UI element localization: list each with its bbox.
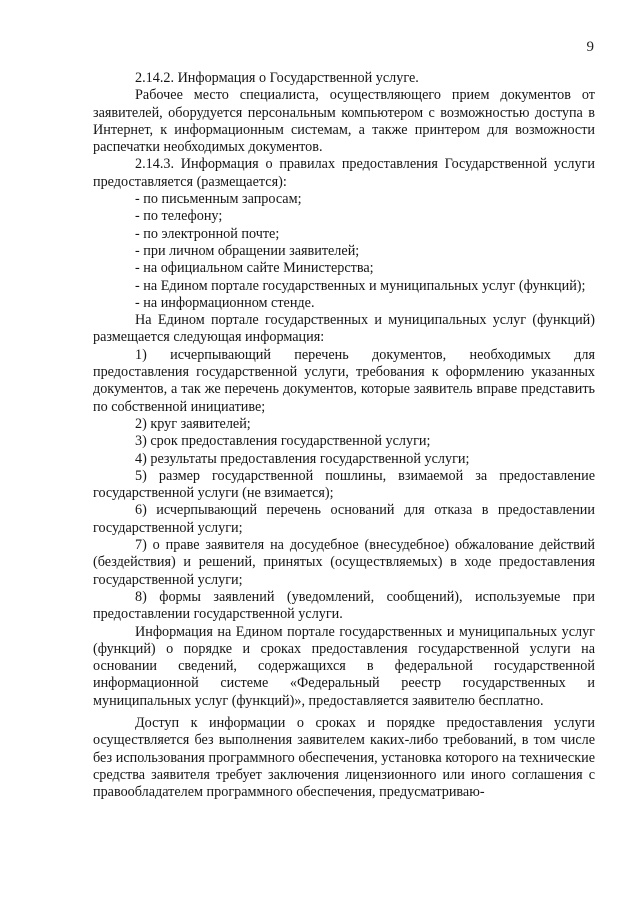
paragraph: 1) исчерпывающий перечень документов, необходимых для предоставления государственной услуги, требования к оформлению указанных документов, а так же перечень документов, которые заявитель вправе представить по собственной инициативе; <box>93 346 595 415</box>
paragraph: 2) круг заявителей; <box>135 415 251 432</box>
paragraph: - на Едином портале государственных и муниципальных услуг (функций); <box>135 277 586 294</box>
paragraph: 2.14.3. Информация о правилах предоставления Государственной услуги предоставляется (размещается): <box>93 156 595 190</box>
document-body <box>93 70 595 801</box>
paragraph: 7) о праве заявителя на досудебное (внесудебное) обжалование действий (бездействия) и решений, принятых (осуществляемых) в ходе предоставления государственной услуги; <box>93 537 595 588</box>
paragraph: На Едином портале государственных и муниципальных услуг (функций) размещается следующая информация: <box>93 312 595 346</box>
paragraph: Доступ к информации о сроках и порядке предоставления услуги осуществляется без выполнения заявителем каких-либо требований, в том числе без использования программного обеспечения, установка которого на технические средства заявителя требует заключения лицензионного или иного соглашения с правообладателем программного обеспечения, предусматриваю- <box>93 714 595 801</box>
page-number: 9 <box>586 39 594 55</box>
paragraph: Информация на Едином портале государственных и муниципальных услуг (функций) о порядке и сроках предоставления государственной услуги на основании сведений, содержащихся в федеральной государственной информационной системе «Федеральный реестр государственных и муниципальных услуг (функций)», предоставляется заявителю бесплатно. <box>93 623 595 709</box>
paragraph: 3) срок предоставления государственной услуги; <box>135 433 431 450</box>
paragraph: 5) размер государственной пошлины, взимаемой за предоставление государственной услуги (не взимается); <box>93 467 595 502</box>
paragraph: - по электронной почте; <box>135 225 280 242</box>
paragraph: - по письменным запросам; <box>135 191 302 208</box>
paragraph: 2.14.2. Информация о Государственной услуге. <box>135 70 419 86</box>
paragraph: - на официальном сайте Министерства; <box>135 260 374 277</box>
paragraph: 8) формы заявлений (уведомлений, сообщений), используемые при предоставлении государственной услуги. <box>93 588 595 623</box>
paragraph: - по телефону; <box>135 208 223 225</box>
paragraph: - при личном обращении заявителей; <box>135 242 360 259</box>
paragraph: - на информационном стенде. <box>135 294 315 311</box>
paragraph: 4) результаты предоставления государственной услуги; <box>135 450 470 467</box>
paragraph: 6) исчерпывающий перечень оснований для отказа в предоставлении государственной услуги; <box>93 502 595 536</box>
paragraph: Рабочее место специалиста, осуществляющего прием документов от заявителей, оборудуется персональным компьютером с возможностью доступа в Интернет, к информационным системам, а также принтером для возможности распечатки необходимых документов. <box>93 87 595 156</box>
